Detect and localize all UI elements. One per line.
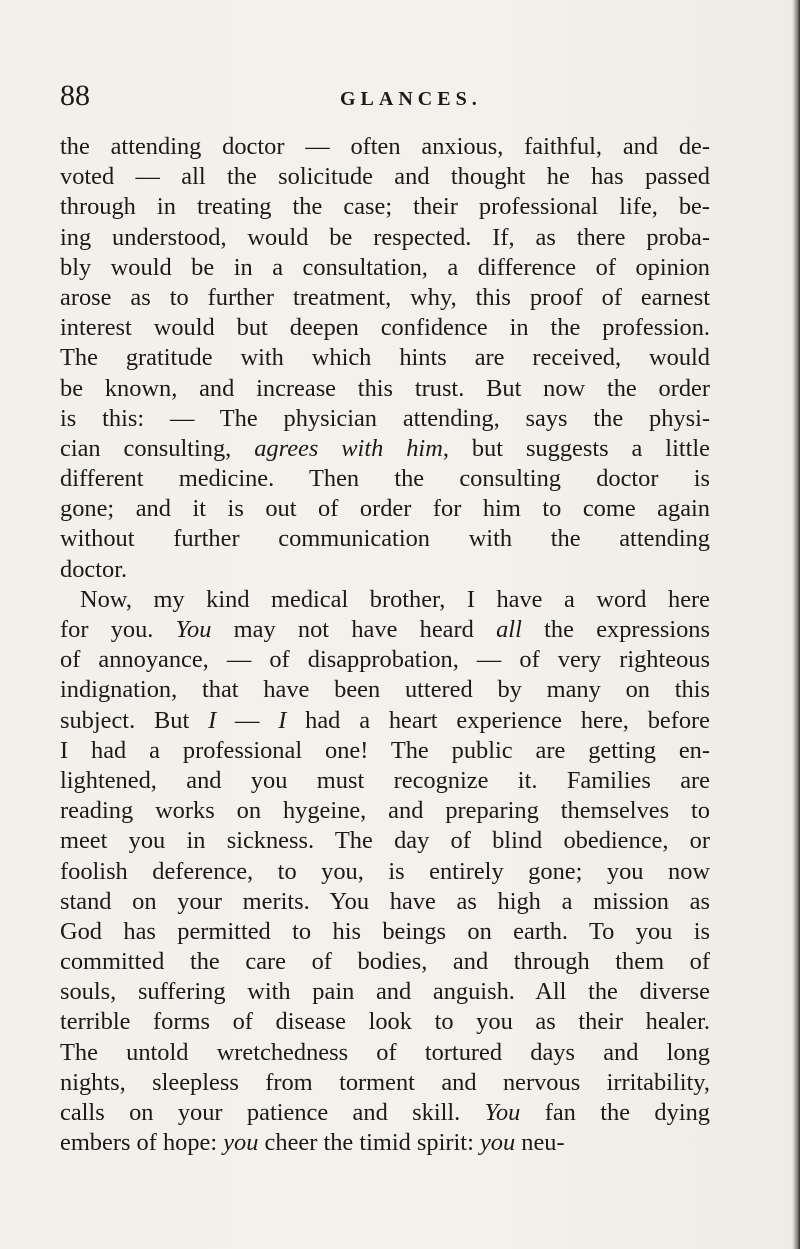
- text-line: The gratitude with which hints are received, would: [60, 344, 710, 372]
- italic-text: You: [175, 616, 212, 643]
- text-line: be known, and increase this trust. But now the order: [60, 374, 710, 402]
- text-line: cian consulting, agrees with him, but suggests a little: [60, 434, 711, 462]
- text-line: foolish deference, to you, is entirely gone; you now: [60, 857, 710, 885]
- text-line: bly would be in a consultation, a difference of opinion: [60, 253, 710, 281]
- paragraph: [60, 132, 710, 585]
- text-line: stand on your merits. You have as high a mission as: [60, 887, 710, 915]
- text-line: is this: — The physician attending, says the physi-: [60, 404, 710, 432]
- text-line: indignation, that have been uttered by many on this: [60, 676, 710, 704]
- italic-text: you: [223, 1129, 259, 1157]
- text-line: God has permitted to his beings on earth. To you is: [60, 917, 710, 945]
- text-line: I had a professional one! The public are getting en-: [60, 736, 710, 764]
- text-line: of annoyance, — of disapprobation, — of very righteous: [60, 646, 710, 674]
- text-line: meet you in sickness. The day of blind obedience, or: [60, 827, 710, 855]
- italic-text: I: [208, 706, 217, 734]
- page-header: [60, 78, 750, 118]
- text-line: reading works on hygeine, and preparing themselves to: [60, 797, 710, 825]
- italic-text: agrees with him: [254, 434, 443, 462]
- italic-text: I: [278, 706, 287, 734]
- text-line: souls, suffering with pain and anguish. All the diverse: [60, 978, 710, 1006]
- text-line: The untold wretchedness of tortured days and long: [60, 1038, 710, 1066]
- page-edge-shadow: [792, 0, 800, 1249]
- text-line: voted — all the solicitude and thought he has passed: [60, 163, 710, 191]
- text-line: calls on your patience and skill. You fan the dying: [60, 1099, 710, 1126]
- text-line: ing understood, would be respected. If, as there proba-: [60, 223, 710, 251]
- text-line: the attending doctor — often anxious, faithful, and de-: [60, 133, 710, 160]
- text-line: without further communication with the attending: [60, 525, 710, 553]
- text-line: doctor.: [60, 555, 128, 583]
- paragraph: [60, 585, 710, 1159]
- italic-text: you: [479, 1129, 516, 1157]
- text-line: gone; and it is out of order for him to come again: [60, 495, 710, 523]
- text-line: subject. But I — I had a heart experience here, before: [60, 706, 710, 734]
- page-number: 88: [60, 79, 90, 112]
- text-line: embers of hope: you cheer the timid spirit: you neu-: [60, 1129, 565, 1157]
- text-line: committed the care of bodies, and through them of: [60, 948, 710, 976]
- body-text: [60, 132, 710, 1158]
- text-line: through in treating the case; their professional life, be-: [60, 193, 710, 221]
- text-line: Now, my kind medical brother, I have a word here: [80, 585, 710, 613]
- text-line: different medicine. Then the consulting doctor is: [60, 465, 710, 493]
- italic-text: You: [484, 1099, 521, 1126]
- text-line: lightened, and you must recognize it. Families are: [60, 766, 710, 794]
- text-line: arose as to further treatment, why, this proof of earnest: [60, 283, 710, 311]
- text-line: nights, sleepless from torment and nervous irritability,: [60, 1068, 710, 1096]
- text-line: terrible forms of disease look to you as their healer.: [60, 1008, 710, 1036]
- running-head: GLANCES.: [340, 88, 482, 110]
- text-line: for you. You may not have heard all the expressions: [60, 616, 710, 643]
- italic-text: all: [496, 616, 522, 643]
- text-line: interest would but deepen confidence in the profession.: [60, 314, 710, 342]
